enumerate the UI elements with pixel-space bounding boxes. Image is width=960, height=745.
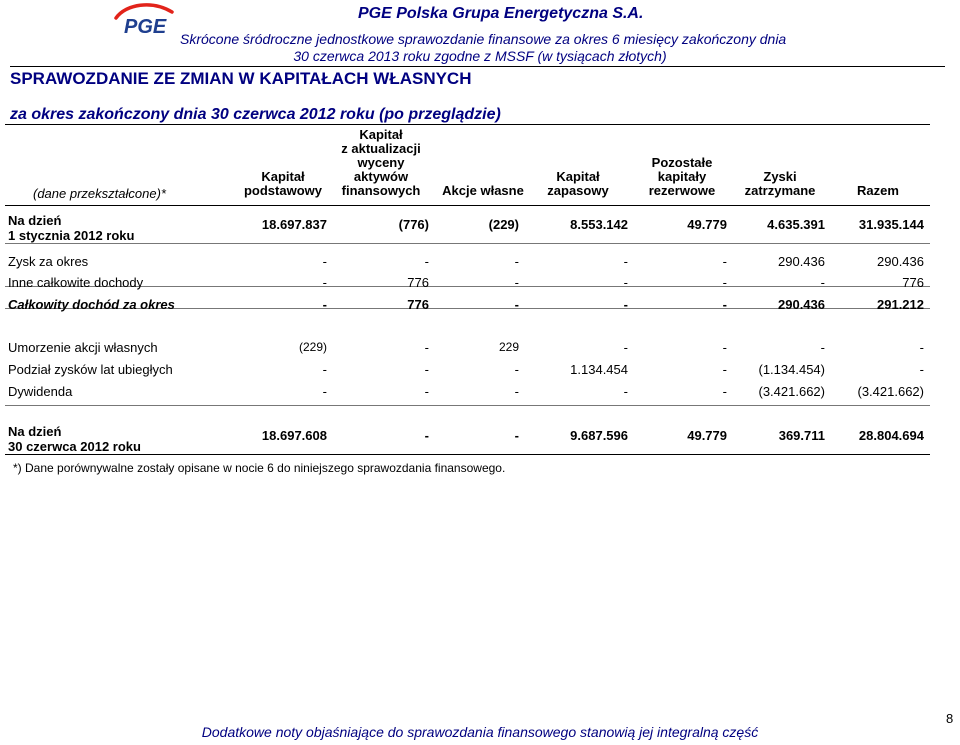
table-cell: 290.436 [877,254,924,269]
row-label-line: 1 stycznia 2012 roku [8,228,135,243]
row-label [8,340,158,355]
row-label-line: Na dzień [8,424,62,439]
row-label-line: Zysk za okres [8,254,89,269]
row-label-line: Dywidenda [8,384,73,399]
table-cell: 31.935.144 [858,217,924,232]
column-header-line: zapasowy [547,183,609,198]
column-header-line: Kapitał [359,127,403,142]
row-divider [5,405,930,406]
table-cell: - [514,275,519,290]
table-cell: - [424,428,429,443]
column-header-line: kapitały [657,169,707,184]
table-cell: - [623,254,628,269]
company-name: PGE Polska Grupa Energetyczna S.A. [358,5,644,22]
row-label [8,254,88,269]
table-cell: 776 [902,275,924,290]
column-header-line: z aktualizacji [341,141,421,156]
table-cell: 18.697.608 [261,428,327,443]
column-header-line: finansowych [341,183,421,198]
table-cell: 776 [407,275,429,290]
table-cell: (229) [298,340,327,354]
table-cell: - [424,254,429,269]
column-header-line: zatrzymane [744,183,816,198]
table-cell: - [322,275,327,290]
table-cell: - [722,297,727,312]
row-label-line: Inne całkowite dochody [8,275,144,290]
column-header-line: Zyski [763,169,797,184]
row-label [8,384,72,399]
table-cell: - [623,340,628,355]
table-cell: (3.421.662) [758,384,825,399]
table-cell: - [722,275,727,290]
page-number: 8 [946,711,954,726]
table-cell: - [722,340,727,355]
table-cell: - [514,362,519,377]
row-label [8,297,175,312]
statement-title: SPRAWOZDANIE ZE ZMIAN W KAPITAŁACH WŁASNYCH [10,69,472,88]
statement-period: za okres zakończony dnia 30 czerwca 2012 roku (po przeglądzie) [10,106,501,123]
restated-note: (dane przekształcone)* [33,186,166,201]
column-header-line: wyceny [357,155,405,170]
row-label-line: Na dzień [8,213,62,228]
table-cell: 18.697.837 [261,217,327,232]
table-cell: - [722,254,727,269]
table-cell: - [623,297,628,312]
column-header-line: rezerwowe [648,183,716,198]
table-cell: - [424,340,429,355]
table-cell: - [424,362,429,377]
table-cell: - [623,275,628,290]
table-cell: 290.436 [778,254,825,269]
pge-logo [112,2,182,36]
footnote: *) Dane porównywalne zostały opisane w nocie 6 do niniejszego sprawozdania finansowego. [13,461,506,475]
table-cell: 4.635.391 [767,217,825,232]
row-label-line: 30 czerwca 2012 roku [8,439,141,454]
table-cell: (229) [488,217,519,232]
table-cell: - [514,428,519,443]
table-cell: 9.687.596 [570,428,628,443]
row-label [8,213,134,243]
column-header-line: Kapitał [261,169,305,184]
table-cell: - [623,384,628,399]
table-top-rule [5,124,930,125]
table-cell: - [322,297,327,312]
table-header-rule [5,205,930,206]
header-divider [10,66,945,67]
table-cell: - [322,384,327,399]
column-header-line: Pozostałe [651,155,713,170]
table-cell: - [514,384,519,399]
table-cell: - [424,384,429,399]
column-header [518,170,638,198]
table-cell: - [919,362,924,377]
logo-text: PGE [124,16,167,36]
table-cell: - [722,384,727,399]
table-cell: - [722,362,727,377]
table-cell: - [322,254,327,269]
column-header-line: podstawowy [243,183,322,198]
table-bottom-rule [5,454,930,455]
table-cell: - [820,275,825,290]
table-cell: 1.134.454 [570,362,628,377]
table-cell: 8.553.142 [570,217,628,232]
row-label-line: Umorzenie akcji własnych [8,340,158,355]
table-cell: 229 [498,340,519,354]
column-header-line: Razem [857,183,899,198]
page-footer: Dodatkowe noty objaśniające do sprawozdania finansowego stanowią jej integralną część [201,724,759,740]
table-cell: (1.134.454) [758,362,825,377]
row-label-line: Podział zysków lat ubiegłych [8,362,173,377]
table-cell: - [919,340,924,355]
row-label [8,362,173,377]
table-cell: - [514,297,519,312]
report-subtitle-line1: Skrócone śródroczne jednostkowe sprawozdanie finansowe za okres 6 miesięcy zakończony dnia [180,31,787,47]
table-cell: - [322,362,327,377]
table-cell: (776) [398,217,429,232]
table-cell: - [514,254,519,269]
column-header-line: Kapitał [556,169,600,184]
table-cell: 28.804.694 [858,428,924,443]
row-label-line: Całkowity dochód za okres [8,297,175,312]
column-header [818,184,938,198]
table-cell: 290.436 [778,297,825,312]
report-subtitle-line2: 30 czerwca 2013 roku zgodne z MSSF (w tysiącach złotych) [293,48,667,64]
column-header-line: aktywów [353,169,409,184]
table-cell: 776 [407,297,429,312]
table-cell: 49.779 [687,217,727,232]
row-divider [5,243,930,244]
column-header-line: Akcje własne [442,183,524,198]
table-cell: (3.421.662) [857,384,924,399]
table-cell: 369.711 [778,428,825,443]
table-cell: 291.212 [877,297,924,312]
table-cell: - [820,340,825,355]
row-label [8,275,143,290]
row-label [8,424,141,454]
table-cell: 49.779 [687,428,727,443]
